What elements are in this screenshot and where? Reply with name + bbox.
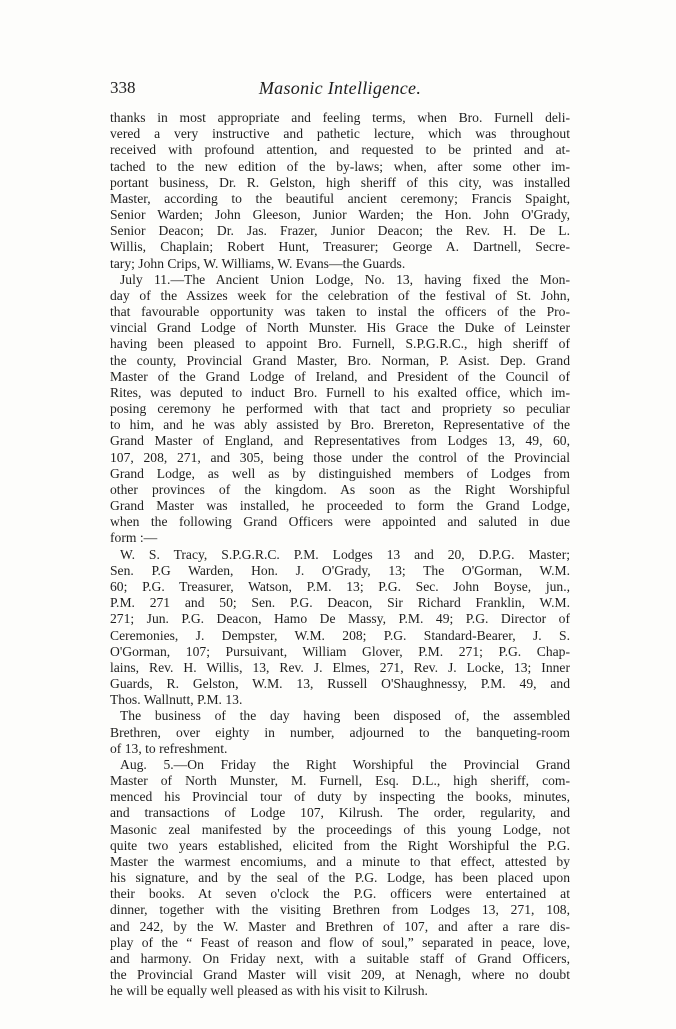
text-line: vincial Grand Lodge of North Munster. His Grace the Duke of Leinster xyxy=(110,320,570,336)
text-line: W. S. Tracy, S.P.G.R.C. P.M. Lodges 13 and 20, D.P.G. Master; xyxy=(120,546,570,562)
text-line: posing ceremony he performed with that tact and propriety so peculiar xyxy=(110,401,570,417)
text-line: Grand Lodge, as well as by distinguished members of Lodges from xyxy=(110,465,570,481)
text-line: Master of the Grand Lodge of Ireland, and President of the Council of xyxy=(110,368,570,384)
text-line: P.M. 271 and 50; Sen. P.G. Deacon, Sir Richard Franklin, W.M. xyxy=(110,595,570,611)
text-line: that favourable opportunity was taken to instal the officers of the Pro- xyxy=(110,304,570,320)
page-number: 338 xyxy=(110,78,136,97)
text-line: other provinces of the kingdom. As soon as the Right Worshipful xyxy=(110,481,570,497)
text-line: received with profound attention, and requested to be printed and at- xyxy=(110,142,570,158)
text-line: to him, and he was ably assisted by Bro. Brereton, Representative of the xyxy=(110,417,570,433)
text-line: play of the “ Feast of reason and flow of soul,” separated in peace, love, xyxy=(110,934,570,950)
text-line: quite two years established, elicited from the Right Worshipful the P.G. xyxy=(110,837,570,853)
text-line: and transactions of Lodge 107, Kilrush. The order, regularity, and xyxy=(110,805,570,821)
text-line: July 11.—The Ancient Union Lodge, No. 13, having fixed the Mon- xyxy=(120,271,570,287)
text-line: Grand Master of England, and Representatives from Lodges 13, 49, 60, xyxy=(110,433,570,449)
text-line: Thos. Wallnutt, P.M. 13. xyxy=(110,692,243,708)
text-line: day of the Assizes week for the celebration of the festival of St. John, xyxy=(110,287,570,303)
text-line: Aug. 5.—On Friday the Right Worshipful the Provincial Grand xyxy=(120,756,570,772)
text-line: tary; John Crips, W. Williams, W. Evans—the Guards. xyxy=(110,255,406,271)
text-line: 60; P.G. Treasurer, Watson, P.M. 13; P.G. Sec. John Boyse, jun., xyxy=(110,578,570,594)
text-line: 107, 208, 271, and 305, being those under the control of the Provincial xyxy=(110,449,570,465)
text-line: form :— xyxy=(110,530,158,546)
text-line: Masonic zeal manifested by the proceedings of this young Lodge, not xyxy=(110,821,570,837)
text-line: when the following Grand Officers were appointed and saluted in due xyxy=(110,514,570,530)
text-line: portant business, Dr. R. Gelston, high sheriff of this city, was installed xyxy=(110,174,570,190)
text-line: Ceremonies, J. Dempster, W.M. 208; P.G. Standard-Bearer, J. S. xyxy=(110,627,570,643)
page-header xyxy=(110,78,570,104)
text-line: Guards, R. Gelston, W.M. 13, Russell O'Shaughnessy, P.M. 49, and xyxy=(110,676,570,692)
text-line: O'Gorman, 107; Pursuivant, William Glover, P.M. 271; P.G. Chap- xyxy=(110,643,570,659)
text-line: 271; Jun. P.G. Deacon, Hamo De Massy, P.M. 49; P.G. Director of xyxy=(110,611,570,627)
text-line: Willis, Chaplain; Robert Hunt, Treasurer; George A. Dartnell, Secre- xyxy=(110,239,570,255)
text-line: vered a very instructive and pathetic lecture, which was throughout xyxy=(110,126,570,142)
text-line: Master of North Munster, M. Furnell, Esq. D.L., high sheriff, com- xyxy=(110,773,570,789)
text-line: thanks in most appropriate and feeling terms, when Bro. Furnell deli- xyxy=(110,110,570,125)
text-line: and harmony. On Friday next, with a suitable staff of Grand Officers, xyxy=(110,950,570,966)
text-line: he will be equally well pleased as with his visit to Kilrush. xyxy=(110,983,428,999)
text-line: of 13, to refreshment. xyxy=(110,740,228,756)
text-line: having been pleased to appoint Bro. Furnell, S.P.G.R.C., high sheriff of xyxy=(110,336,570,352)
body-text xyxy=(110,110,570,999)
text-line: and 242, by the W. Master and Brethren of 107, and after a rare dis- xyxy=(110,918,570,934)
text-line: lains, Rev. H. Willis, 13, Rev. J. Elmes, 271, Rev. J. Locke, 13; Inner xyxy=(110,659,570,675)
text-line: Brethren, over eighty in number, adjourned to the banqueting-room xyxy=(110,724,570,740)
text-line: Master the warmest encomiums, and a minute to that effect, attested by xyxy=(110,853,570,869)
text-line: Master, according to the beautiful ancient ceremony; Francis Spaight, xyxy=(110,190,570,206)
text-line: their books. At seven o'clock the P.G. officers were entertained at xyxy=(110,886,570,902)
text-line: menced his Provincial tour of duty by inspecting the books, minutes, xyxy=(110,789,570,805)
running-title: Masonic Intelligence. xyxy=(258,78,422,98)
text-line: Sen. P.G Warden, Hon. J. O'Grady, 13; The O'Gorman, W.M. xyxy=(110,562,570,578)
text-line: tached to the new edition of the by-laws; when, after some other im- xyxy=(110,158,570,174)
text-line: Grand Master was installed, he proceeded to form the Grand Lodge, xyxy=(110,498,570,514)
text-line: dinner, together with the visiting Brethren from Lodges 13, 271, 108, xyxy=(110,902,570,918)
text-line: his signature, and by the seal of the P.G. Lodge, has been placed upon xyxy=(110,870,570,886)
text-line: the Provincial Grand Master will visit 209, at Nenagh, where no doubt xyxy=(110,967,570,983)
text-line: The business of the day having been disposed of, the assembled xyxy=(120,708,570,724)
text-line: Senior Deacon; Dr. Jas. Frazer, Junior Deacon; the Rev. H. De L. xyxy=(110,223,570,239)
text-line: Senior Warden; John Gleeson, Junior Warden; the Hon. John O'Grady, xyxy=(110,207,570,223)
text-line: the county, Provincial Grand Master, Bro. Norman, P. Asist. Dep. Grand xyxy=(110,352,570,368)
text-line: Rites, was deputed to induct Bro. Furnell to his exalted office, which im- xyxy=(110,384,570,400)
